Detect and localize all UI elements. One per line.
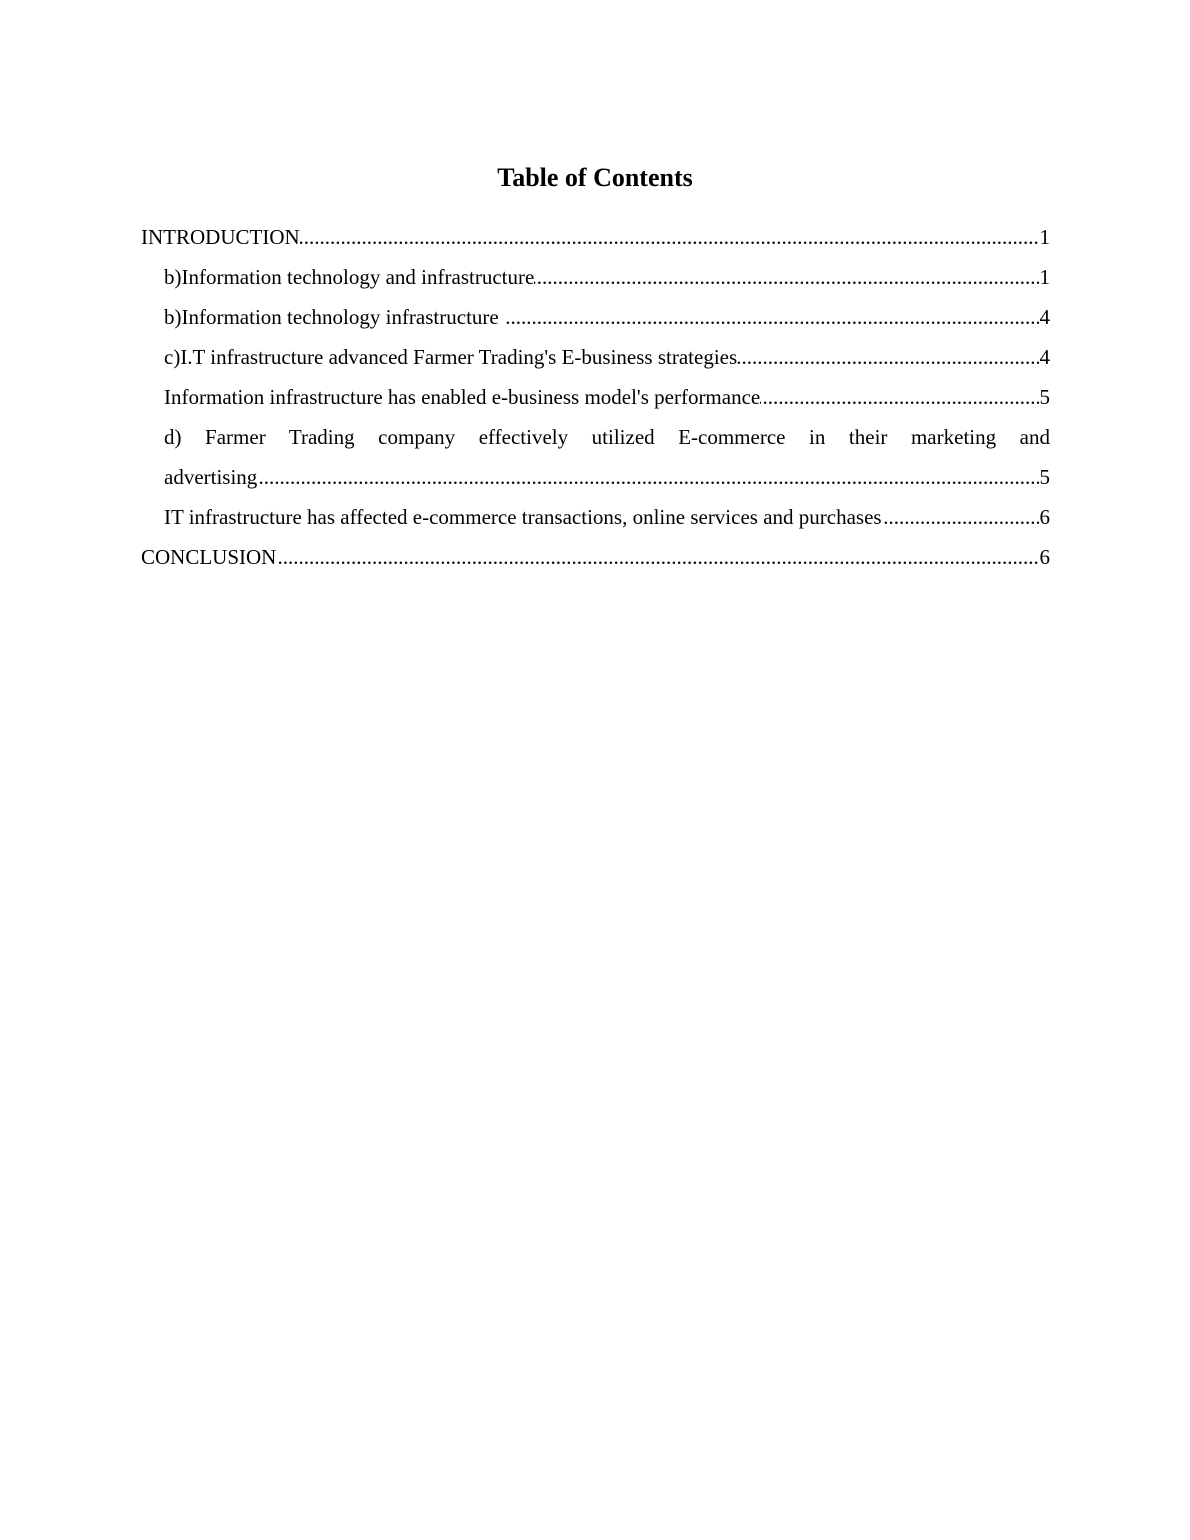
toc-entry-page-number: 6 [1039,497,1051,537]
toc-title: Table of Contents [497,163,693,192]
toc-entry-label: INTRODUCTION [141,225,300,249]
toc-entry-label-line2-row [164,457,1050,497]
toc-entry-page-number: 1 [1039,217,1051,257]
toc-entry-conclusion[interactable] [141,537,1050,577]
toc-entry-label-line1: d) Farmer Trading company effectively utilized E-commerce in their marketing and [164,425,1050,449]
toc-entry-label: CONCLUSION [141,545,277,569]
toc-entry-label: c)I.T infrastructure advanced Farmer Trading's E-business strategies [164,345,738,369]
toc-entry-it-and-infrastructure[interactable] [164,257,1050,297]
dot-leader [141,537,1050,577]
toc-entry-page-number: 5 [1039,377,1051,417]
toc-entry-ebusiness-model-performance[interactable] [164,377,1050,417]
dot-leader [164,457,1050,497]
toc-entry-page-number: 4 [1039,297,1051,337]
toc-entry-page-number: 6 [1039,537,1051,577]
toc-entry-label: b)Information technology and infrastructure [164,265,535,289]
toc-list [141,217,1050,577]
toc-entry-page-number: 5 [1039,457,1051,497]
toc-entry-label: IT infrastructure has affected e-commerce transactions, online services and purchases [164,505,882,529]
toc-entry-it-infrastructure[interactable] [164,297,1050,337]
toc-entry-ecommerce-marketing[interactable] [164,417,1050,497]
toc-entry-page-number: 1 [1039,257,1051,297]
toc-entry-label: b)Information technology infrastructure [164,305,504,329]
toc-entry-ebusiness-strategies[interactable] [164,337,1050,377]
toc-entry-label: Information infrastructure has enabled e-business model's performance [164,385,761,409]
toc-entry-label-line2: advertising [164,465,258,489]
toc-entry-page-number: 4 [1039,337,1051,377]
toc-entry-introduction[interactable] [141,217,1050,257]
toc-entry-ecommerce-transactions[interactable] [164,497,1050,537]
